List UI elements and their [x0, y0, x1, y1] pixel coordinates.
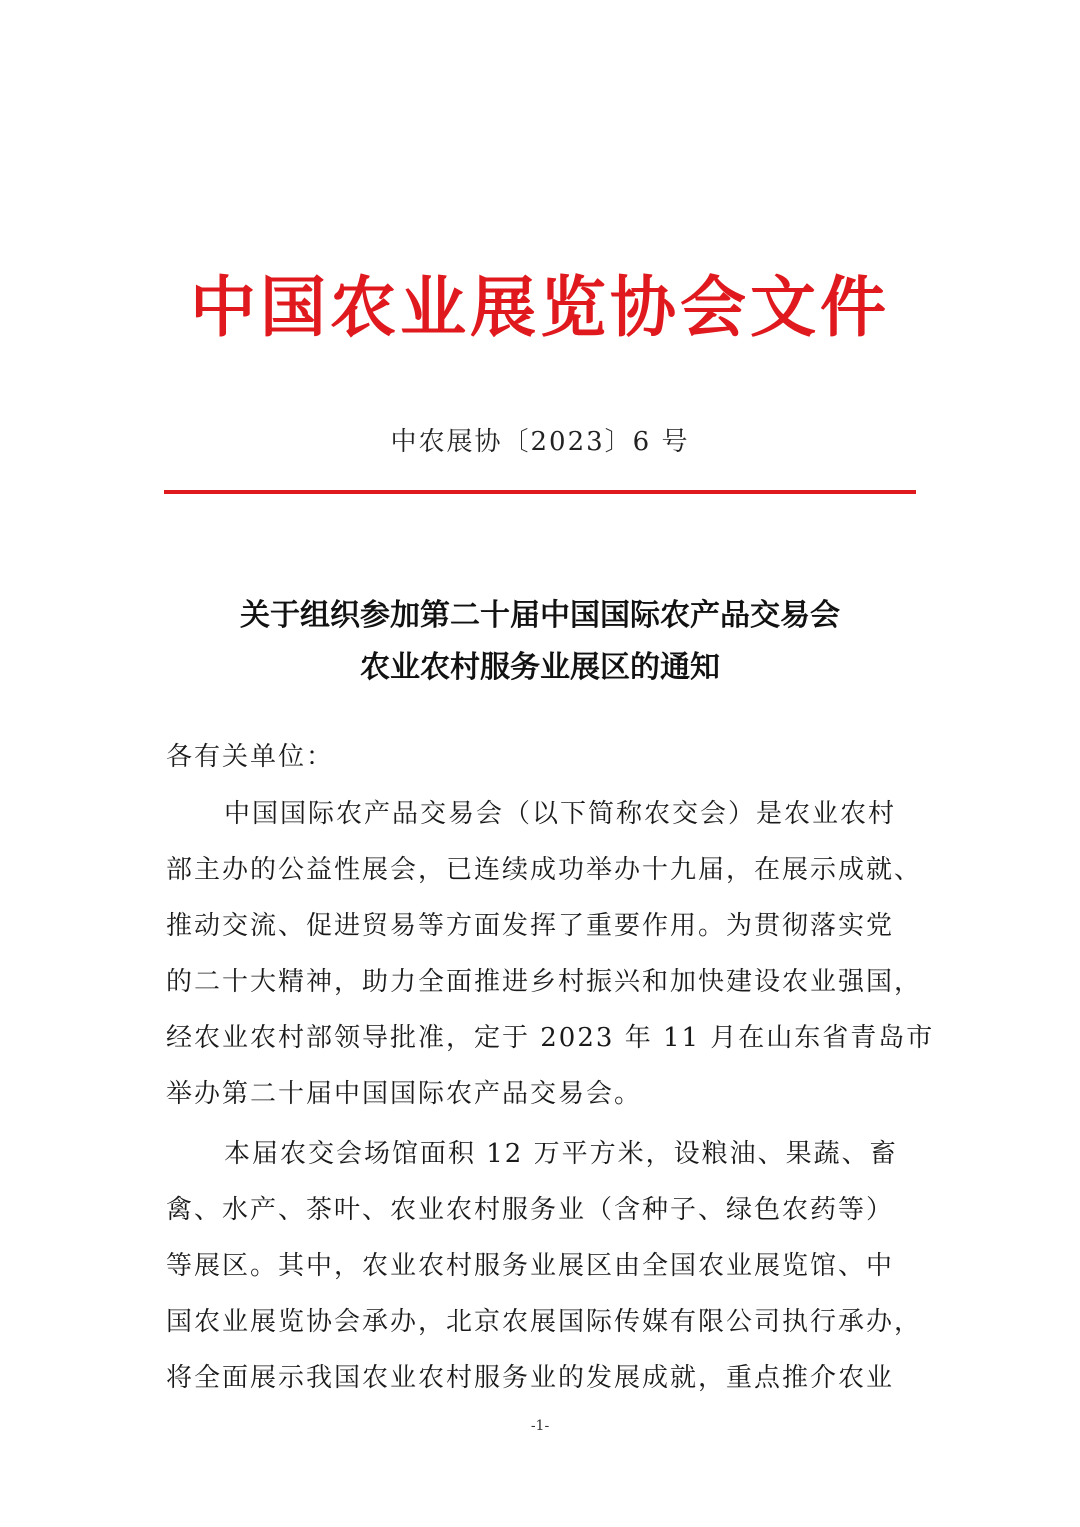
document-number: 中农展协〔2023〕6 号: [390, 427, 690, 457]
page-number: -1-: [530, 1418, 550, 1434]
paragraph-line: 部主办的公益性展会，已连续成功举办十九届，在展示成就、: [166, 855, 923, 885]
org-document-header: 中国农业展览协会文件: [190, 268, 890, 346]
paragraph-line: 禽、水产、茶叶、农业农村服务业（含种子、绿色农药等）: [166, 1195, 895, 1225]
paragraph-line: 本届农交会场馆面积 12 万平方米，设粮油、果蔬、畜: [224, 1139, 898, 1169]
paragraph-line: 等展区。其中，农业农村服务业展区由全国农业展览馆、中: [166, 1251, 895, 1281]
document-title: [0, 590, 1080, 694]
paragraph-2: [166, 1126, 923, 1406]
paragraph-line: 将全面展示我国农业农村服务业的发展成就，重点推介农业: [166, 1363, 895, 1393]
paragraph-line: 国农业展览协会承办，北京农展国际传媒有限公司执行承办，: [166, 1307, 923, 1337]
paragraph-line: 推动交流、促进贸易等方面发挥了重要作用。为贯彻落实党: [166, 911, 895, 941]
title-line-1: 关于组织参加第二十届中国国际农产品交易会: [240, 598, 840, 633]
paragraph-line: 经农业农村部领导批准，定于 2023 年 11 月在山东省青岛市: [166, 1023, 935, 1053]
paragraph-line: 中国国际农产品交易会（以下简称农交会）是农业农村: [224, 799, 897, 829]
salutation: 各有关单位：: [166, 742, 335, 772]
paragraph-line: 的二十大精神，助力全面推进乡村振兴和加快建设农业强国，: [166, 967, 923, 997]
paragraph-line: 举办第二十届中国国际农产品交易会。: [166, 1079, 643, 1109]
title-line-2: 农业农村服务业展区的通知: [360, 650, 720, 685]
paragraph-1: [166, 786, 935, 1122]
red-divider: [164, 490, 916, 494]
